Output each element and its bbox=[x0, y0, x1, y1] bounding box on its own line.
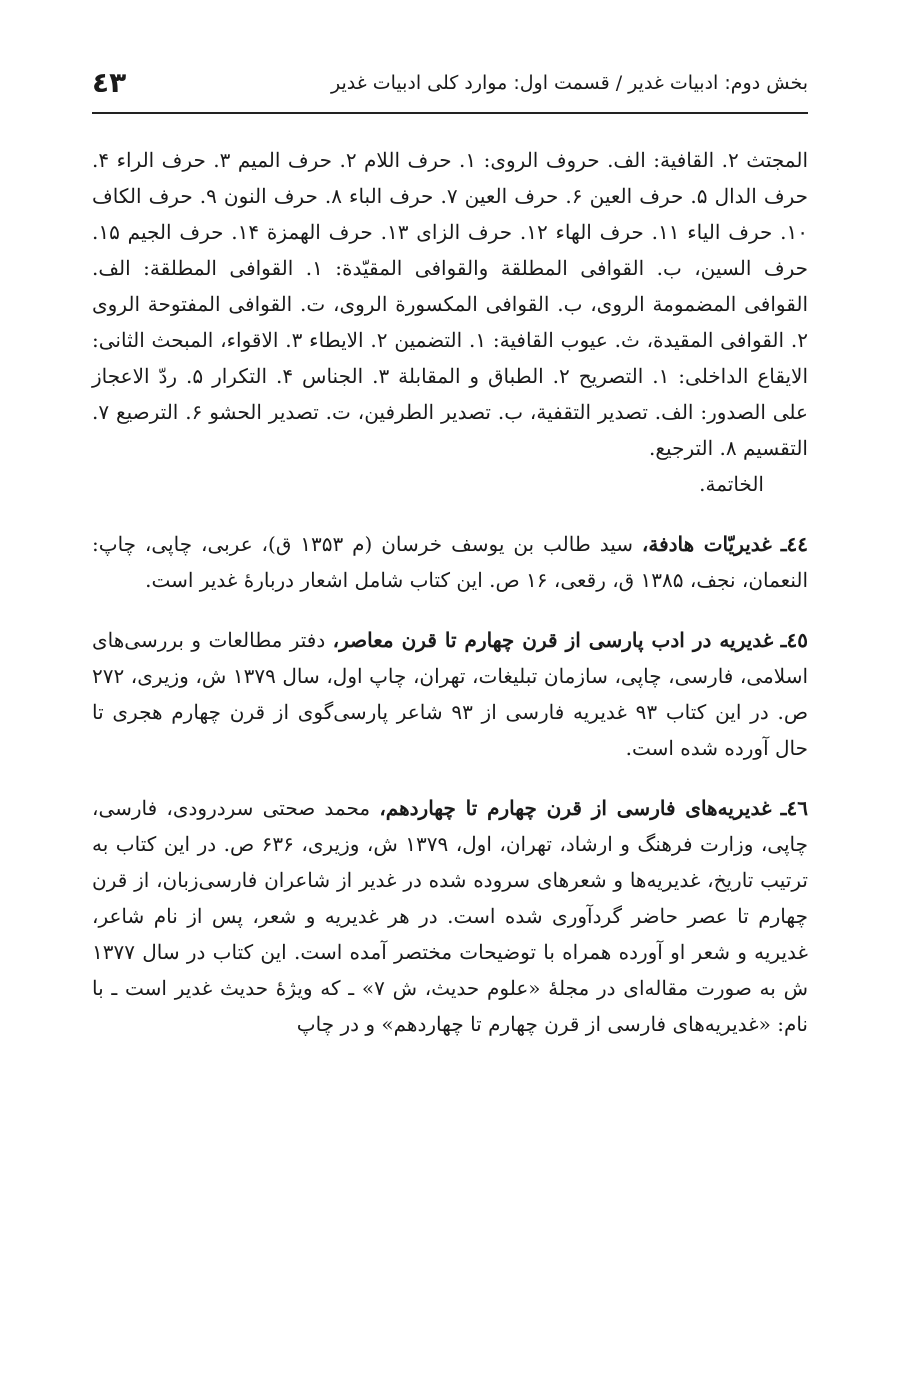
page-number: ٤٣ bbox=[92, 66, 127, 99]
intro-closing-line: الخاتمة. bbox=[699, 472, 764, 496]
page-content bbox=[92, 142, 808, 1042]
entry-number: ٤٥ـ bbox=[780, 628, 809, 652]
running-head: بخش دوم: ادبیات غدیر / قسمت اول: موارد کلی ادبیات غدیر bbox=[330, 72, 808, 94]
entry-title: غدیریّات هادفة، bbox=[641, 532, 772, 556]
intro-paragraph: المجتث ۲. القافیة: الف. حروف الروی: ۱. حرف اللام ۲. حرف المیم ۳. حرف الراء ۴. حرف الدال ۵. حرف العین ۶. حرف العین ۷. حرف الباء ۸. حرف النون ۹. حرف الکاف ۱۰. حرف الیاء ۱۱. حرف الهاء ۱۲. حرف الزای ۱۳. حرف الهمزة ۱۴. حرف الجیم ۱۵. حرف السین، ب. القوافی المطلقة والقوافی المقیّدة: ۱. القوافی المطلقة: الف. القوافی المضمومة الروی، ب. القوافی المکسورة الروی، ت. القوافی المفتوحة الروی ۲. القوافی المقیدة، ث. عیوب القافیة: ۱. التضمین ۲. الایطاء ۳. الاقواء، المبحث الثانی: الایقاع الداخلی: ۱. التصریح ۲. الطباق و المقابلة ۳. الجناس ۴. التکرار ۵. ردّ الاعجاز علی الصدور: الف. تصدیر التقفیة، ب. تصدیر الطرفین، ت. تصدیر الحشو ۶. الترصیع ۷. التقسیم ۸. الترجیع. bbox=[92, 148, 809, 460]
entry-number: ٤٤ـ bbox=[780, 532, 809, 556]
bibliography-entry-44 bbox=[92, 526, 808, 598]
bibliography-entry-46 bbox=[92, 790, 808, 1042]
entry-body: سید طالب بن یوسف خرسان (م ۱۳۵۳ ق)، عربی، چاپی، چاپ: النعمان، نجف، ۱۳۸۵ ق، رقعی، ۱۶ ص. این کتاب شامل اشعار دربارهٔ غدیر است. bbox=[92, 532, 808, 592]
entry-body: دفتر مطالعات و بررسی‌های اسلامی، فارسی، چاپی، سازمان تبلیغات، تهران، چاپ اول، سال ۱۳۷۹ ش، وزیری، ۲۷۲ ص. در این کتاب ۹۳ غدیریه فارسی از ۹۳ شاعر پارسی‌گوی از قرن چهارم هجری تا حال آورده شده است. bbox=[92, 628, 809, 760]
page-header bbox=[92, 66, 808, 114]
bibliography-entry-45 bbox=[92, 622, 808, 766]
entry-number: ٤٦ـ bbox=[780, 796, 809, 820]
book-page bbox=[92, 66, 808, 1042]
entry-title: غدیریه در ادب پارسی از قرن چهارم تا قرن معاصر، bbox=[332, 628, 774, 652]
entry-body: محمد صحتی سردرودی، فارسی، چاپی، وزارت فرهنگ و ارشاد، تهران، اول، ۱۳۷۹ ش، وزیری، ۶۳۶ ص. در این کتاب به ترتیب تاریخ، غدیریه‌ها و شعرهای سروده شده در غدیر از شاعران فارسی‌زبان، از قرن چهارم تا عصر حاضر گردآوری شده است. در هر غدیریه و شعر، پس از نام شاعر، غدیریه و شعر او آورده همراه با توضیحات مختصر آمده است. این کتاب در سال ۱۳۷۷ ش به صورت مقاله‌ای در مجلهٔ «علوم حدیث، ش ۷» ـ که ویژهٔ حدیث غدیر است ـ با نام: «غدیریه‌های فارسی از قرن چهارم تا چهاردهم» و در چاپ bbox=[92, 796, 808, 1036]
entry-title: غدیریه‌های فارسی از قرن چهارم تا چهاردهم، bbox=[379, 796, 772, 820]
